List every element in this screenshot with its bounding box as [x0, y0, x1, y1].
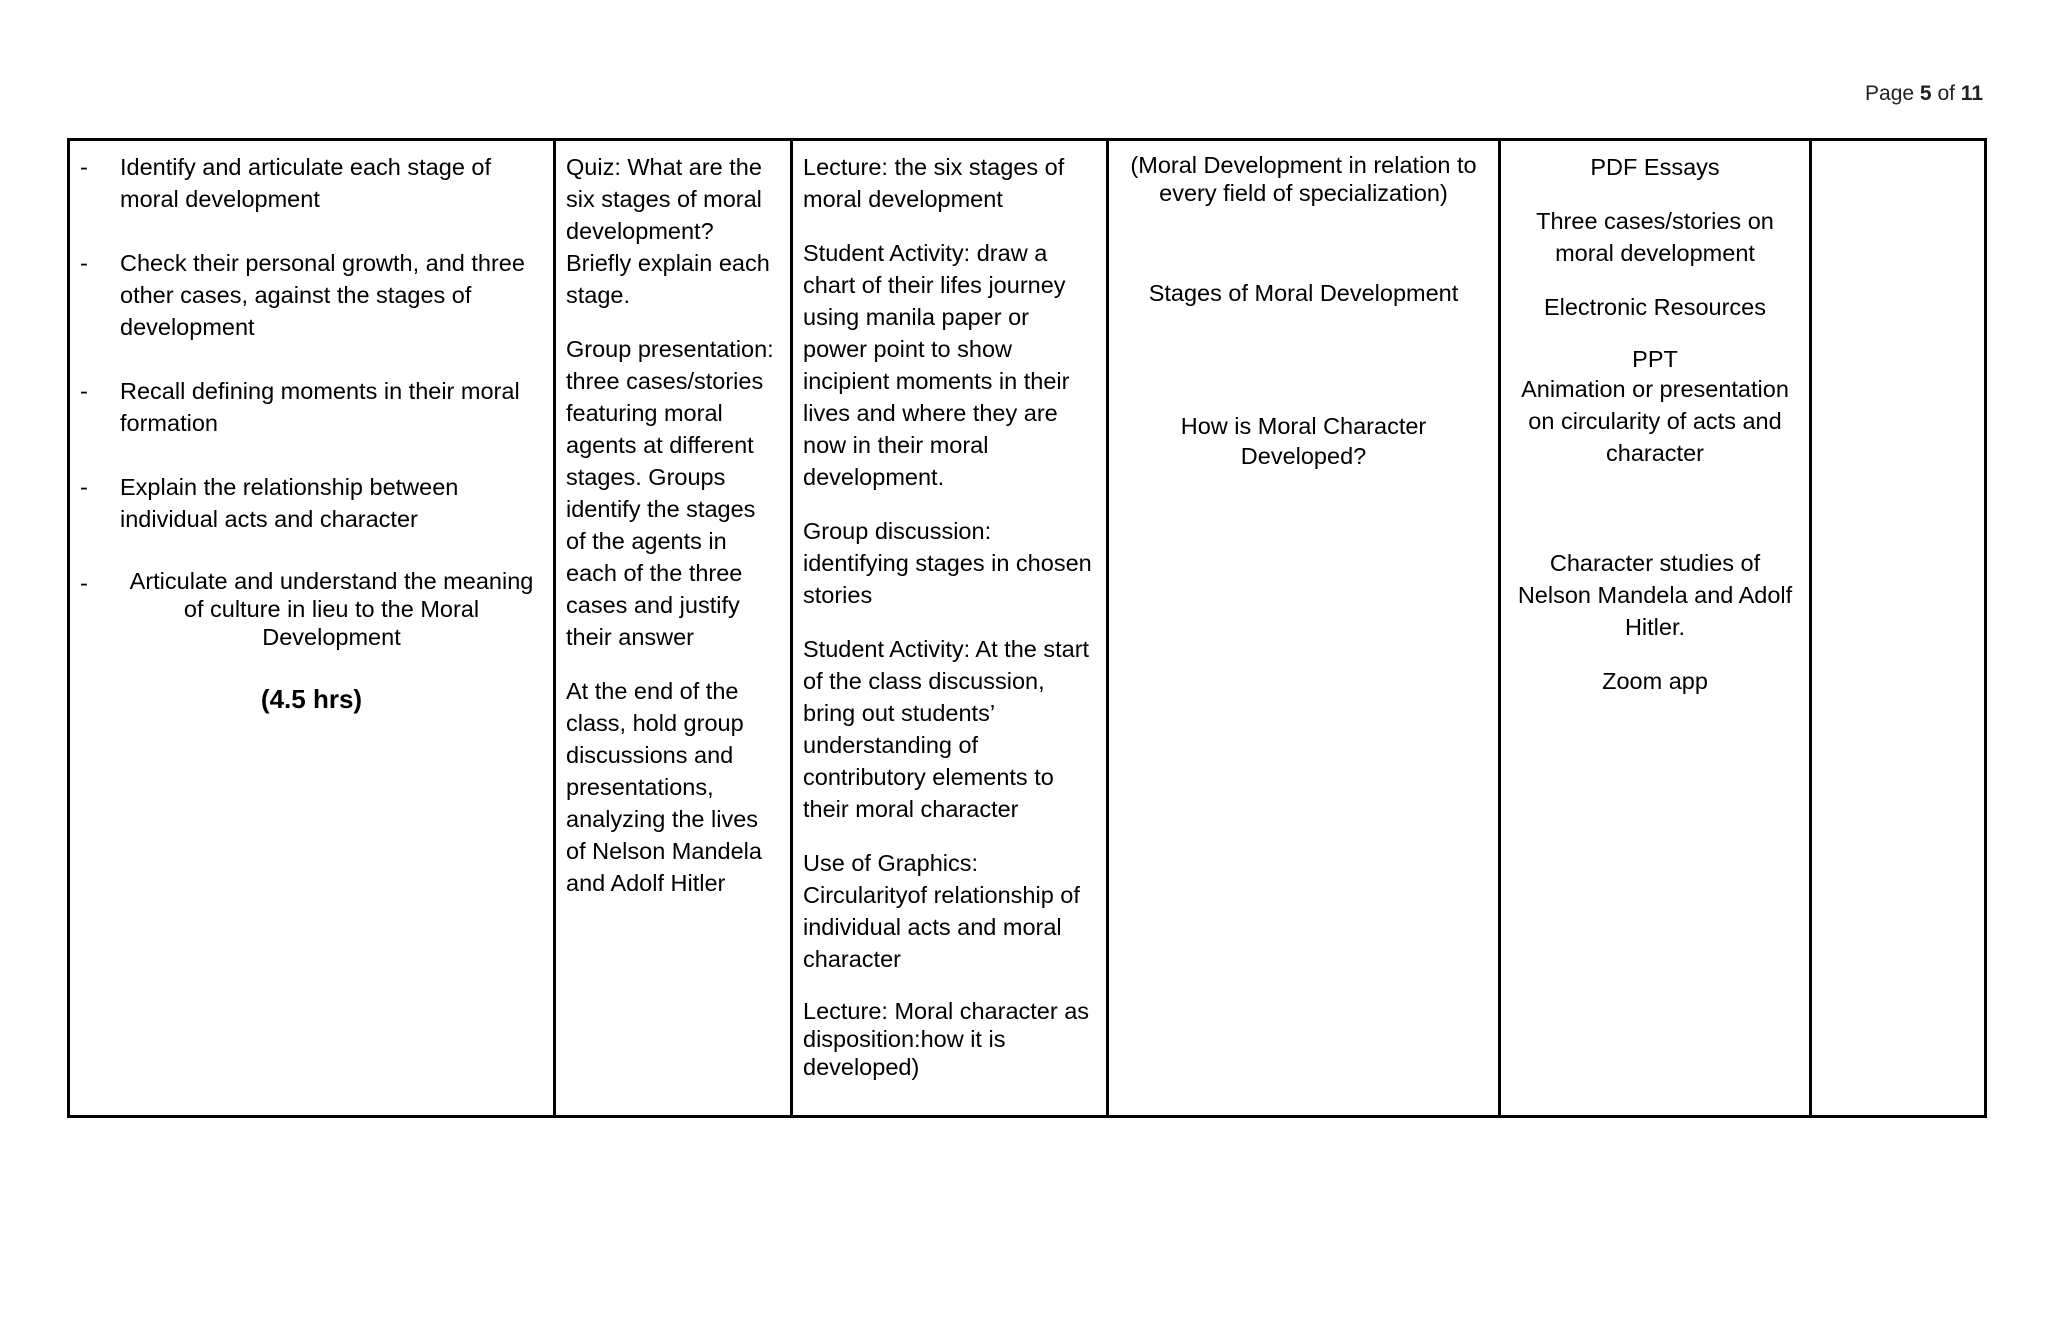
page-number-prefix: Page	[1865, 82, 1920, 105]
list-item	[80, 375, 543, 439]
resource-item: Animation or presentation on circularity of acts and character	[1521, 376, 1789, 466]
list-item	[80, 567, 543, 651]
topic-item: How is Moral Character Developed?	[1180, 413, 1427, 469]
assessment-item: At the end of the class, hold group discussions and presentations, analyzing the lives of Nelson Mandela and Adolf Hitler	[566, 678, 762, 896]
list-dash: -	[80, 570, 88, 596]
resources-cell	[1500, 140, 1811, 1117]
course-outline-table	[67, 138, 1987, 1118]
topic-item: Stages of Moral Development	[1148, 280, 1459, 306]
list-dash: -	[80, 250, 88, 276]
list-dash: -	[80, 154, 88, 180]
list-dash: -	[80, 474, 88, 500]
topics-cell	[1108, 140, 1500, 1117]
outcomes-cell	[69, 140, 555, 1117]
topic-item: (Moral Development in relation to every field of specialization)	[1130, 152, 1477, 206]
resource-item: Character studies of Nelson Mandela and Adolf Hitler.	[1517, 550, 1793, 640]
table-row	[69, 140, 1986, 1117]
resource-item: PDF Essays	[1590, 154, 1720, 180]
outcome-text: Check their personal growth, and three other cases, against the stages of development	[120, 250, 525, 340]
assessment-cell	[555, 140, 792, 1117]
activity-item: Lecture: Moral character as disposition:how it is developed)	[803, 998, 1090, 1080]
empty-cell	[1811, 140, 1986, 1117]
resource-item: Electronic Resources	[1543, 294, 1767, 320]
outcome-text: Recall defining moments in their moral formation	[120, 378, 520, 436]
activity-item: Use of Graphics: Circularityof relationship of individual acts and moral character	[803, 850, 1080, 972]
outcome-text: Explain the relationship between individual acts and character	[120, 474, 459, 532]
activity-item: Lecture: the six stages of moral development	[803, 154, 1065, 212]
outcome-text: Identify and articulate each stage of moral development	[120, 154, 492, 212]
page-number-current: 5	[1919, 82, 1932, 105]
list-item	[80, 471, 543, 535]
list-item	[80, 247, 543, 343]
activities-cell	[792, 140, 1108, 1117]
assessment-item: Quiz: What are the six stages of moral development? Briefly explain each stage.	[566, 154, 770, 308]
page-number	[1865, 82, 1983, 106]
assessment-item: Group presentation: three cases/stories featuring moral agents at different stages. Groups identify the stages of the agents in each of the three cases and justify their answer	[566, 336, 774, 650]
outcome-text: Articulate and understand the meaning of culture in lieu to the Moral Development	[129, 568, 534, 650]
resource-item: PPT	[1632, 346, 1678, 372]
list-item	[80, 151, 543, 215]
hours-label: (4.5 hrs)	[260, 684, 363, 714]
page-number-total: 11	[1960, 82, 1983, 105]
list-dash: -	[80, 378, 88, 404]
page-number-separator: of	[1931, 82, 1961, 105]
resource-item: Zoom app	[1602, 668, 1708, 694]
activity-item: Student Activity: At the start of the class discussion, bring out students’ understanding of contributory elements to their moral character	[803, 636, 1090, 822]
resource-item: Three cases/stories on moral development	[1536, 208, 1774, 266]
activity-item: Group discussion: identifying stages in chosen stories	[803, 518, 1092, 608]
activity-item: Student Activity: draw a chart of their lifes journey using manila paper or power point to show incipient moments in their lives and where they are now in their moral development.	[803, 240, 1070, 490]
